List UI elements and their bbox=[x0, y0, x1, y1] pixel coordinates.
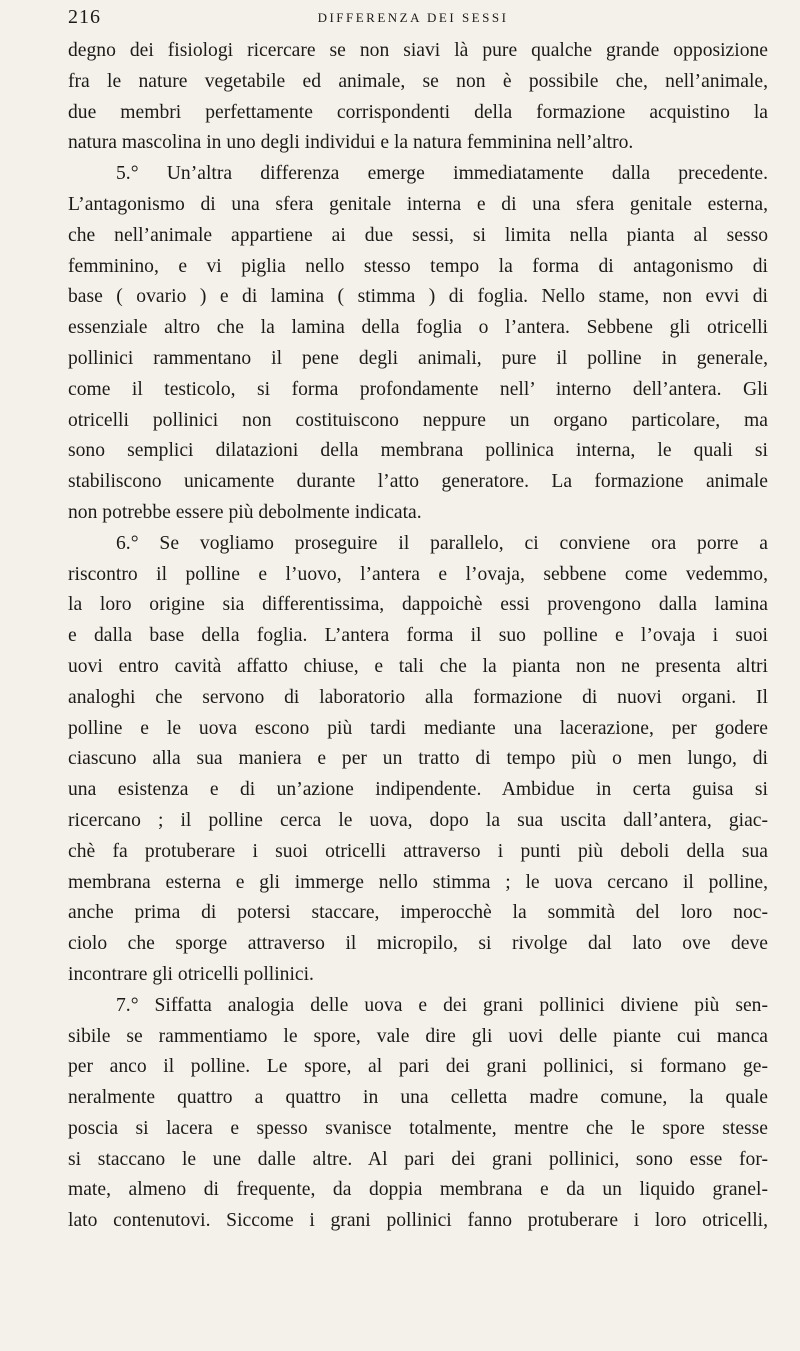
text-line: ricercano ; il polline cerca le uova, dopo la sua uscita dall’antera, giac- bbox=[68, 809, 768, 831]
text-line: e dalla base della foglia. L’antera forma il suo polline e l’ovaja i suoi bbox=[68, 625, 768, 647]
text-line: ciolo che sporge attraverso il micropilo, si rivolge dal lato ove deve bbox=[68, 933, 768, 955]
page-number: 216 bbox=[68, 6, 101, 28]
text-line: che nell’animale appartiene ai due sessi, si limita nella pianta al sesso bbox=[68, 224, 768, 246]
text-line: sibile se rammentiamo le spore, vale dire gli uovi delle piante cui manca bbox=[68, 1025, 768, 1047]
text-line: essenziale altro che la lamina della foglia o l’antera. Sebbene gli otricelli bbox=[68, 317, 768, 339]
text-line: ciascuno alla sua maniera e per un tratto di tempo più o men lungo, di bbox=[68, 748, 768, 770]
text-line: neralmente quattro a quattro in una celletta madre comune, la quale bbox=[68, 1087, 768, 1109]
text-line: pollinici rammentano il pene degli animali, pure il polline in generale, bbox=[68, 347, 768, 369]
text-line: una esistenza e di un’azione indipendente. Ambidue in certa guisa si bbox=[68, 779, 768, 801]
text-line: chè fa protuberare i suoi otricelli attraverso i punti più deboli della sua bbox=[68, 840, 768, 862]
running-title: DIFFERENZA DEI SESSI bbox=[317, 10, 509, 25]
text-line: natura mascolina in uno degli individui e la natura femminina nell’altro. bbox=[68, 132, 634, 154]
text-line: otricelli pollinici non costituiscono neppure un organo particolare, ma bbox=[68, 409, 768, 431]
running-head bbox=[48, 6, 768, 34]
text-line: mate, almeno di frequente, da doppia membrana e da un liquido granel- bbox=[68, 1179, 768, 1201]
text-line: incontrare gli otricelli pollinici. bbox=[68, 963, 314, 985]
text-line: non potrebbe essere più debolmente indicata. bbox=[68, 501, 422, 523]
text-line: base ( ovario ) e di lamina ( stimma ) di foglia. Nello stame, non evvi di bbox=[68, 286, 768, 308]
text-line: degno dei fisiologi ricercare se non siavi là pure qualche grande opposizione bbox=[68, 40, 768, 61]
text-line: la loro origine sia differentissima, dappoichè essi provengono dalla lamina bbox=[68, 594, 768, 616]
text-line: uovi entro cavità affatto chiuse, e tali che la pianta non ne presenta altri bbox=[68, 655, 768, 677]
text-line: 5.° Un’altra differenza emerge immediatamente dalla precedente. bbox=[116, 163, 768, 185]
body-text bbox=[68, 36, 768, 1237]
text-line: 7.° Siffatta analogia delle uova e dei grani pollinici diviene più sen- bbox=[116, 994, 768, 1016]
text-line: due membri perfettamente corrispondenti della formazione acquistino la bbox=[68, 101, 768, 123]
text-line: stabiliscono unicamente durante l’atto generatore. La formazione animale bbox=[68, 471, 768, 493]
text-line: per anco il polline. Le spore, al pari dei grani pollinici, si formano ge- bbox=[68, 1056, 768, 1078]
text-line: lato contenutovi. Siccome i grani pollinici fanno protuberare i loro otricelli, bbox=[68, 1210, 768, 1232]
text-line: poscia si lacera e spesso svanisce totalmente, mentre che le spore stesse bbox=[68, 1117, 768, 1139]
text-line: fra le nature vegetabile ed animale, se non è possibile che, nell’animale, bbox=[68, 70, 768, 92]
text-line: riscontro il polline e l’uovo, l’antera e l’ovaja, sebbene come vedemmo, bbox=[68, 563, 768, 585]
text-line: si staccano le une dalle altre. Al pari dei grani pollinici, sono esse for- bbox=[68, 1148, 768, 1170]
text-line: anche prima di potersi staccare, imperocchè la sommità del loro noc- bbox=[68, 902, 768, 924]
text-line: femminino, e vi piglia nello stesso tempo la forma di antagonismo di bbox=[68, 255, 768, 277]
text-line: L’antagonismo di una sfera genitale interna e di una sfera genitale esterna, bbox=[68, 193, 768, 215]
text-line: membrana esterna e gli immerge nello stimma ; le uova cercano il polline, bbox=[68, 871, 768, 893]
text-line: polline e le uova escono più tardi mediante una lacerazione, per godere bbox=[68, 717, 768, 739]
text-line: sono semplici dilatazioni della membrana pollinica interna, le quali si bbox=[68, 440, 768, 462]
text-line: come il testicolo, si forma profondamente nell’ interno dell’antera. Gli bbox=[68, 378, 768, 400]
text-line: analoghi che servono di laboratorio alla formazione di nuovi organi. Il bbox=[68, 686, 768, 708]
text-line: 6.° Se vogliamo proseguire il parallelo, ci conviene ora porre a bbox=[116, 532, 768, 554]
